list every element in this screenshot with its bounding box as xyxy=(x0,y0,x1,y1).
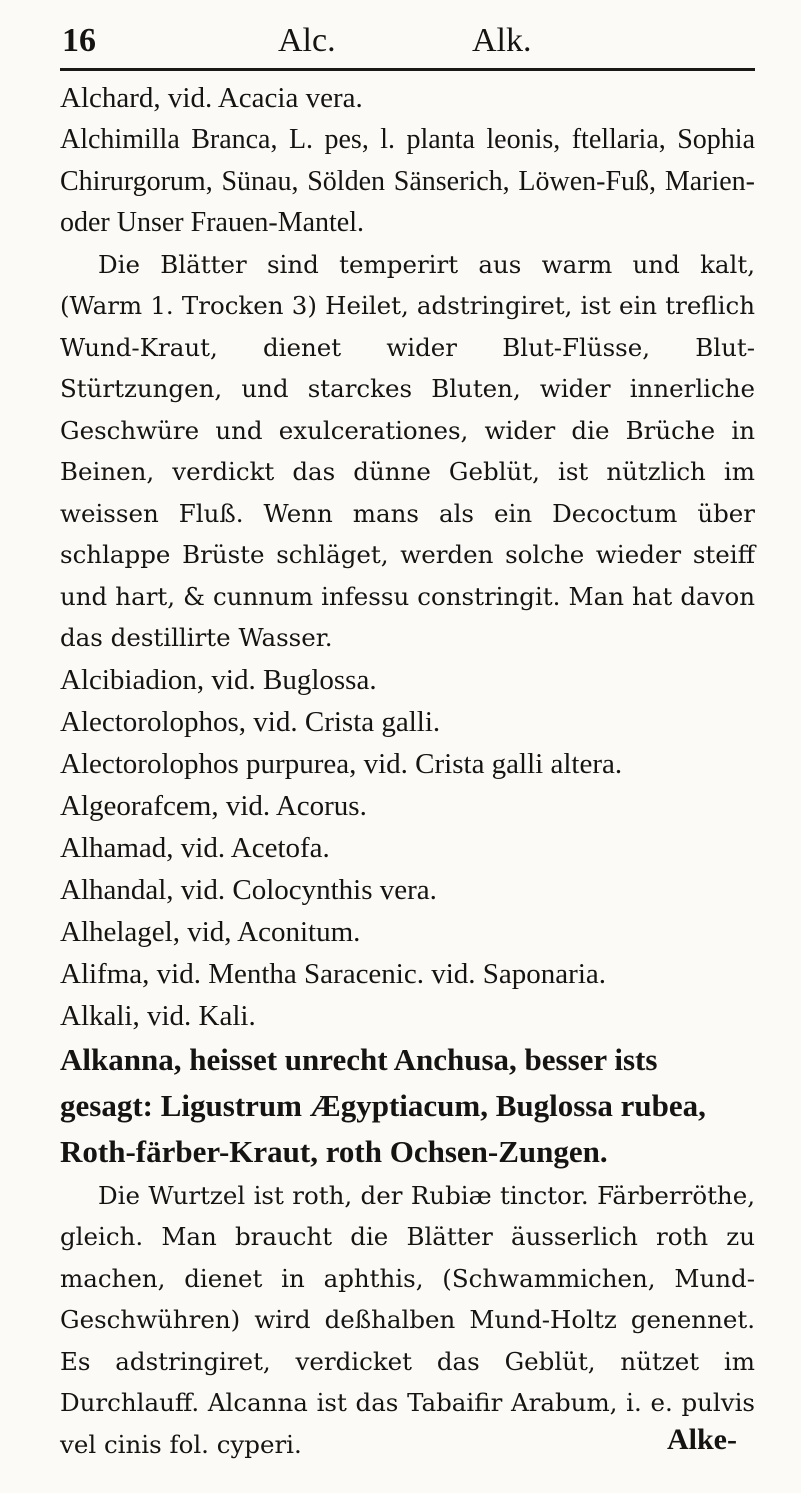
list-item: Alectorolophos, vid. Crista galli. xyxy=(60,705,441,738)
header-rule xyxy=(60,68,755,71)
alkanna-body: Die Wurtzel ist roth, der Rubiæ tinctor. Färberröthe, gleich. Man braucht die Blätter äusserlich roth zu machen, dienet in aphthis, (Schwammichen, Mund-Geschwühren) wird deßhalben Mund-Holtz genennet. Es adstringiret, verdicket das Geblüt, nützet im Durchlauff. Alcanna ist das Tabaifir Arabum, i. e. pulvis vel cinis fol. cyperi. xyxy=(60,1180,755,1459)
list-item: Alkali, vid. Kali. xyxy=(60,999,256,1032)
running-head-left: Alc. xyxy=(278,22,336,59)
list-item: Alhandal, vid. Colocynthis vera. xyxy=(60,873,437,906)
running-head xyxy=(60,22,755,68)
list-item: Alectorolophos purpurea, vid. Crista galli altera. xyxy=(60,747,623,780)
entry-alchimilla xyxy=(60,119,755,659)
list-item: Algeorafcem, vid. Acorus. xyxy=(60,789,367,822)
list-item: Alhamad, vid. Acetofa. xyxy=(60,831,330,864)
alkanna-head: Alkanna, heisset unrecht Anchusa, besser ists gesagt: Ligustrum Ægyptiacum, Buglossa rubea, Roth-färber-Kraut, roth Ochsen-Zungen. xyxy=(60,1041,706,1169)
list-item: Alcibiadion, vid. Buglossa. xyxy=(60,663,377,696)
list-item: Alhelagel, vid, Aconitum. xyxy=(60,915,361,948)
running-head-right: Alk. xyxy=(472,22,532,59)
entry-alkanna xyxy=(60,1037,755,1466)
alchimilla-head: Alchimilla Branca, L. pes, l. planta leonis, ftellaria, Sophia Chirurgorum, Sünau, Sölden Sänserich, Löwen-Fuß, Marien-oder Unser Frauen-Mantel. xyxy=(60,124,755,238)
list-item: Alifma, vid. Mentha Saracenic. vid. Saponaria. xyxy=(60,957,607,990)
catchword: Alke- xyxy=(667,1423,737,1456)
page-number: 16 xyxy=(62,22,96,59)
alchimilla-body: Die Blätter sind temperirt aus warm und kalt, (Warm 1. Trocken 3) Heilet, adstringiret, ist ein treflich Wund-Kraut, dienet wider Blut-Flüsse, Blut-Stürtzungen, und starckes Bluten, wider innerliche Geschwüre und exulcerationes, wider die Brüche in Beinen, verdickt das dünne Geblüt, ist nützlich im weissen Fluß. Wenn mans als ein Decoctum über schlappe Brüste schläget, werden solche wieder steiff und hart, & cunnum infessu constringit. Man hat davon das destillirte Wasser. xyxy=(60,249,755,652)
entry-alchard: Alchard, vid. Acacia vera. xyxy=(60,82,363,114)
